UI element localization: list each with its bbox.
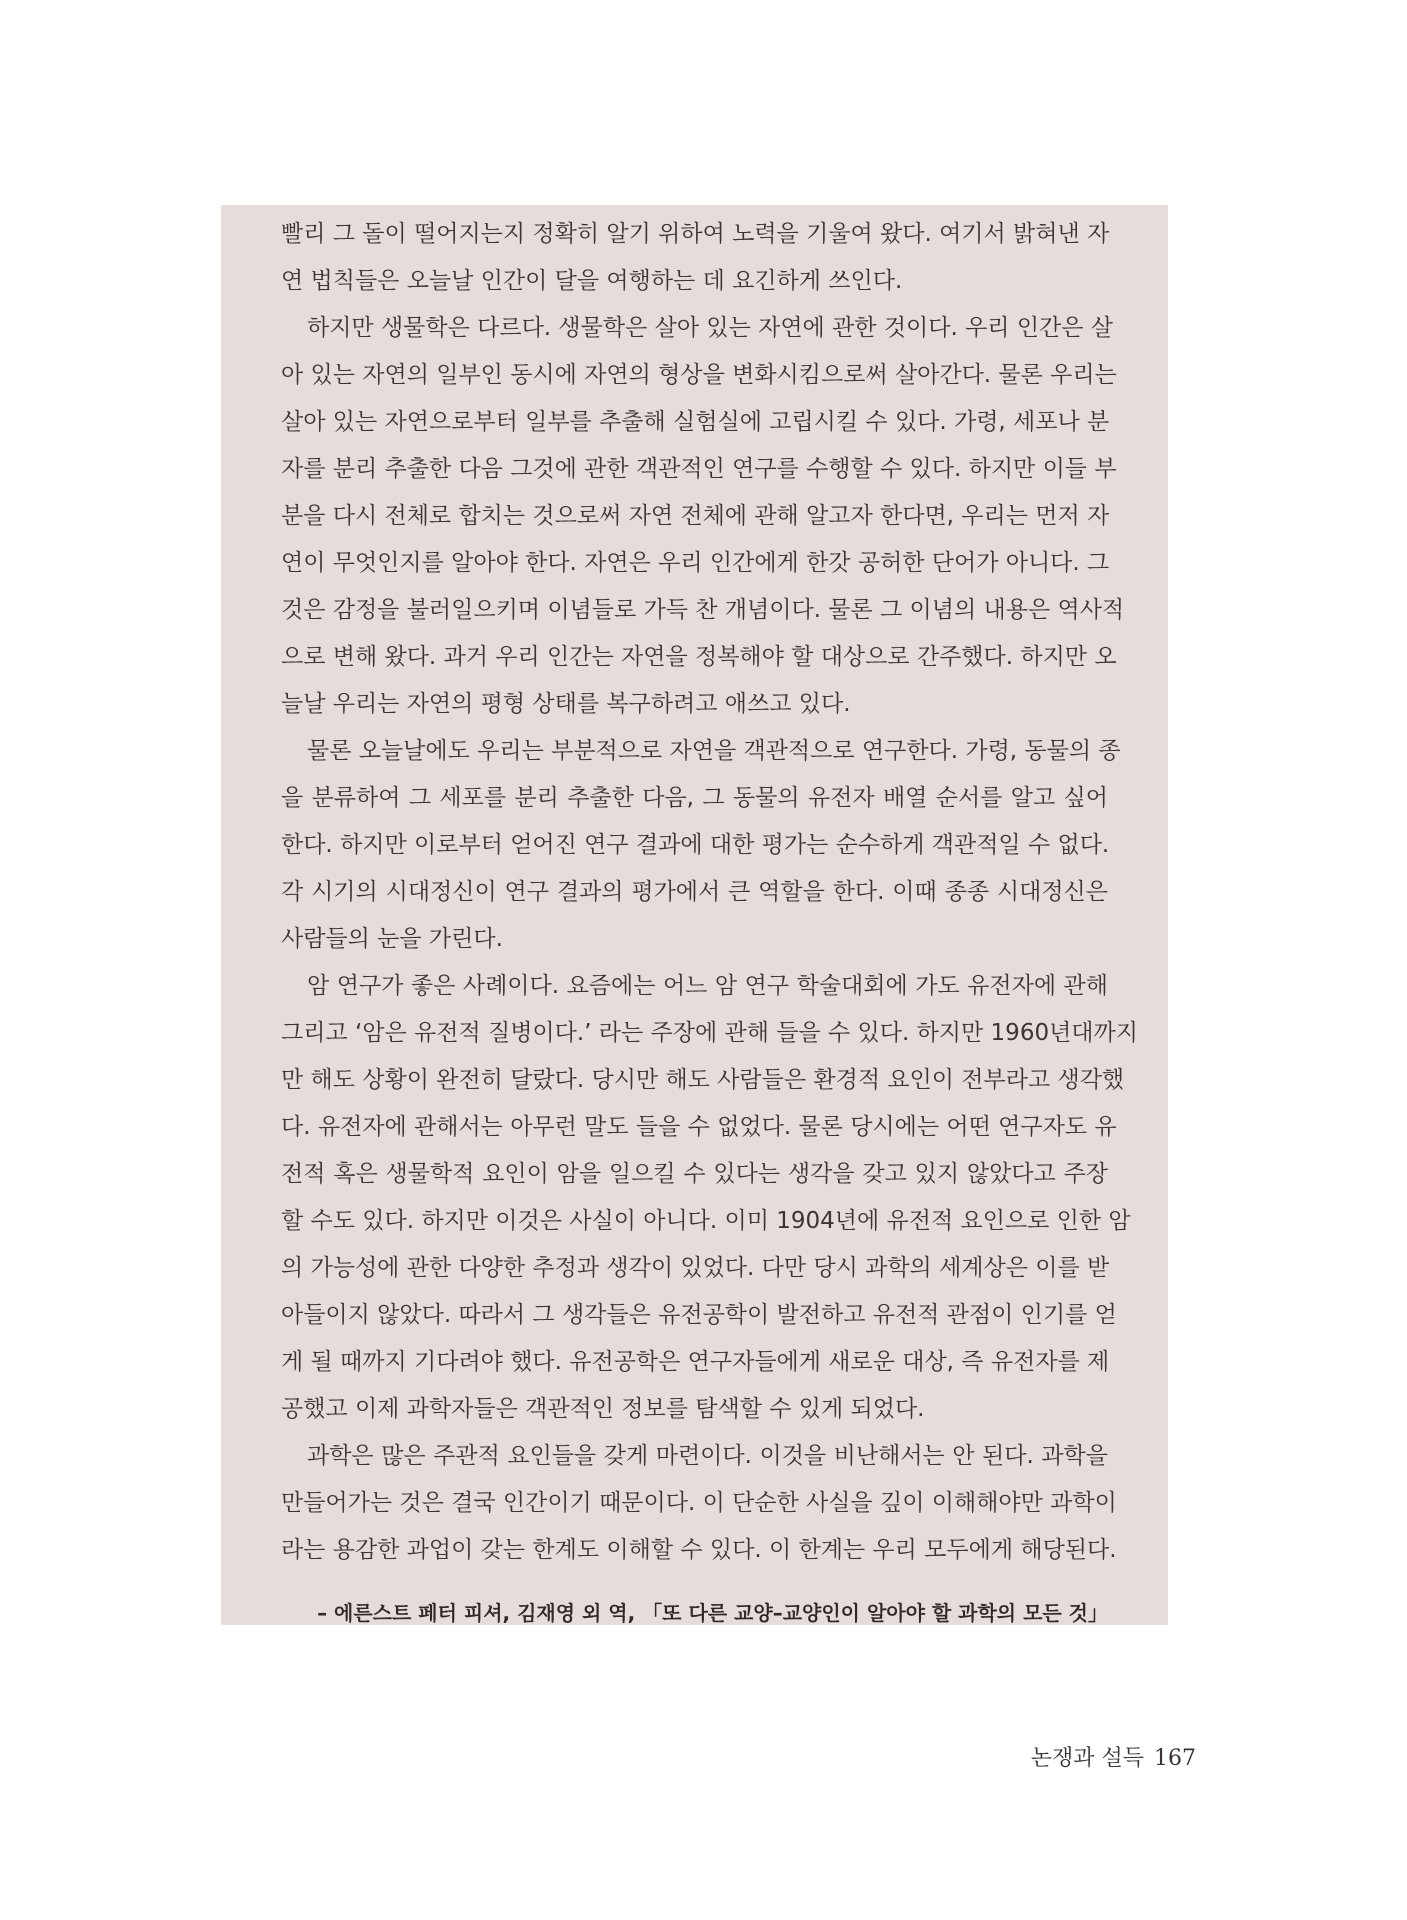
passage-line: 살아 있는 자연으로부터 일부를 추출해 실험실에 고립시킬 수 있다. 가령, 세포나 분 — [281, 409, 1110, 435]
passage-line: 물론 오늘날에도 우리는 부분적으로 자연을 객관적으로 연구한다. 가령, 동물의 종 — [307, 738, 1121, 764]
passage-line: 으로 변해 왔다. 과거 우리 인간는 자연을 정복해야 할 대상으로 간주했다. 하지만 오 — [281, 644, 1117, 670]
passage-line: 한다. 하지만 이로부터 얻어진 연구 결과에 대한 평가는 순수하게 객관적일 수 없다. — [281, 832, 1110, 858]
passage-line: 과학은 많은 주관적 요인들을 갖게 마련이다. 이것을 비난해서는 안 된다. 과학을 — [307, 1443, 1108, 1469]
passage-line: 자를 분리 추출한 다음 그것에 관한 객관적인 연구를 수행할 수 있다. 하지만 이들 부 — [281, 456, 1117, 482]
passage-line: 연이 무엇인지를 알아야 한다. 자연은 우리 인간에게 한갓 공허한 단어가 아니다. 그 — [281, 550, 1110, 576]
running-footer-title: 논쟁과 설득 — [1030, 1746, 1144, 1771]
passage-line: 각 시기의 시대정신이 연구 결과의 평가에서 큰 역할을 한다. 이때 종종 시대정신은 — [281, 879, 1108, 905]
passage-line: 암 연구가 좋은 사례이다. 요즘에는 어느 암 연구 학술대회에 가도 유전자에 관해 — [307, 973, 1108, 999]
passage-line: 연 법칙들은 오늘날 인간이 달을 여행하는 데 요긴하게 쓰인다. — [281, 268, 903, 294]
passage-line: 할 수도 있다. 하지만 이것은 사실이 아니다. 이미 1904년에 유전적 요인으로 인한 암 — [281, 1208, 1131, 1234]
passage-line: 공했고 이제 과학자들은 객관적인 정보를 탐색할 수 있게 되었다. — [281, 1396, 925, 1422]
source-citation: – 에른스트 페터 피셔, 김재영 외 역, 「또 다른 교양–교양인이 알아야 할 과학의 모든 것」 — [317, 1601, 1108, 1625]
passage-line: 다. 유전자에 관해서는 아무런 말도 들을 수 없었다. 물론 당시에는 어떤 연구자도 유 — [281, 1114, 1117, 1140]
passage-line: 빨리 그 돌이 떨어지는지 정확히 알기 위하여 노력을 기울여 왔다. 여기서 밝혀낸 자 — [281, 221, 1110, 247]
passage-line: 아 있는 자연의 일부인 동시에 자연의 형상을 변화시킴으로써 살아간다. 물론 우리는 — [281, 362, 1117, 388]
passage-line: 늘날 우리는 자연의 평형 상태를 복구하려고 애쓰고 있다. — [281, 691, 851, 717]
passage-line: 사람들의 눈을 가린다. — [281, 926, 503, 952]
passage-line: 라는 용감한 과업이 갖는 한계도 이해할 수 있다. 이 한계는 우리 모두에게 해당된다. — [281, 1537, 1117, 1563]
passage-line: 전적 혹은 생물학적 요인이 암을 일으킬 수 있다는 생각을 갖고 있지 않았다고 주장 — [281, 1161, 1108, 1187]
passage-line: 의 가능성에 관한 다양한 추정과 생각이 있었다. 다만 당시 과학의 세계상은 이를 받 — [281, 1255, 1110, 1281]
passage-line: 만들어가는 것은 결국 인간이기 때문이다. 이 단순한 사실을 깊이 이해해야만 과학이 — [281, 1490, 1117, 1516]
page-footer — [1031, 1741, 1196, 1772]
passage-line: 아들이지 않았다. 따라서 그 생각들은 유전공학이 발전하고 유전적 관점이 인기를 얻 — [281, 1302, 1117, 1328]
passage-line: 분을 다시 전체로 합치는 것으로써 자연 전체에 관해 알고자 한다면, 우리는 먼저 자 — [281, 503, 1110, 529]
passage-line: 그리고 ‘암은 유전적 질병이다.’ 라는 주장에 관해 들을 수 있다. 하지만 1960년대까지 — [281, 1020, 1138, 1046]
passage-line: 만 해도 상황이 완전히 달랐다. 당시만 해도 사람들은 환경적 요인이 전부라고 생각했 — [281, 1067, 1125, 1093]
passage-line: 하지만 생물학은 다르다. 생물학은 살아 있는 자연에 관한 것이다. 우리 인간은 살 — [307, 315, 1114, 341]
quoted-passage-box — [221, 205, 1168, 1625]
passage-line: 을 분류하여 그 세포를 분리 추출한 다음, 그 동물의 유전자 배열 순서를 알고 싶어 — [281, 785, 1108, 811]
passage-line: 것은 감정을 불러일으키며 이념들로 가득 찬 개념이다. 물론 그 이념의 내용은 역사적 — [281, 597, 1125, 623]
page-number: 167 — [1154, 1746, 1196, 1771]
passage-line: 게 될 때까지 기다려야 했다. 유전공학은 연구자들에게 새로운 대상, 즉 유전자를 제 — [281, 1349, 1110, 1375]
